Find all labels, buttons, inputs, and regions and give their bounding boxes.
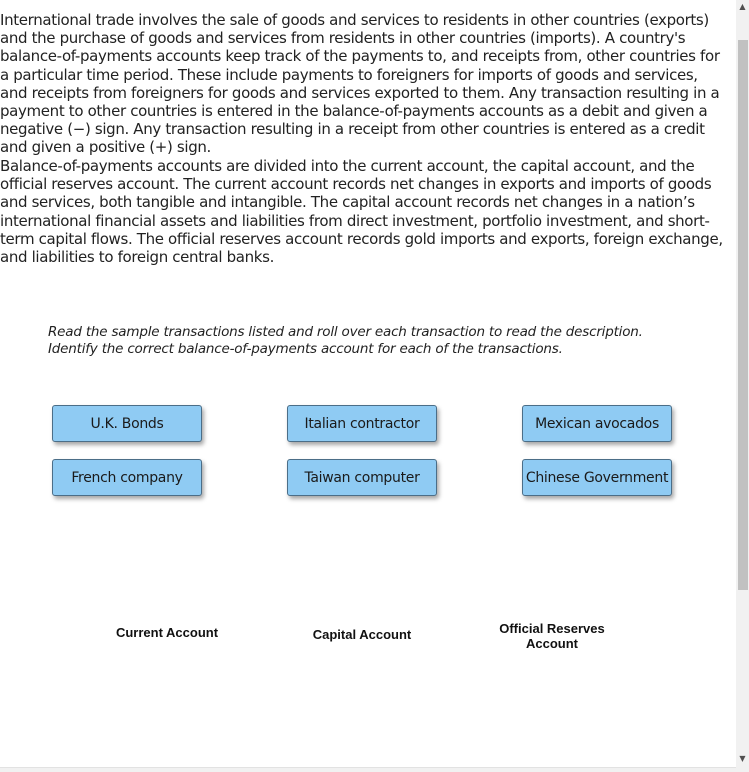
intro-paragraph-1: International trade involves the sale of goods and services to residents in other countries (exports) and the purchase of goods and services from residents in other countries (imports). A country's balance-of-payments accounts keep track of the payments to, and receipts from, other countries for a particular time period. These include payments to foreigners for imports of goods and services, and receipts from foreigners for goods and services exported to them. Any transaction resulting in a payment to other countries is entered in the balance-of-payments accounts as a debit and given a negative (−) sign. Any transaction resulting in a receipt from other countries is entered as a credit and given a positive (+) sign. [0, 11, 720, 157]
capital-account-label: Capital Account [312, 627, 412, 642]
transaction-chinese-government[interactable]: Chinese Government [522, 459, 672, 496]
official-reserves-label-line-2: Account [526, 636, 578, 651]
transaction-taiwan-computer[interactable]: Taiwan computer [287, 459, 437, 496]
transaction-french-company[interactable]: French company [52, 459, 202, 496]
current-account-label: Current Account [115, 625, 219, 640]
triangle-up-icon[interactable]: ▲ [739, 2, 746, 11]
official-reserves-label-line-1: Official Reserves [499, 621, 605, 636]
transaction-italian-contractor[interactable]: Italian contractor [287, 405, 437, 442]
horizontal-scrollbar[interactable] [0, 767, 736, 772]
transaction-mexican-avocados[interactable]: Mexican avocados [522, 405, 672, 442]
instructions [48, 324, 688, 357]
scrollbar-thumb[interactable] [738, 40, 748, 590]
instructions-line-1: Read the sample transactions listed and roll over each transaction to read the description. [48, 324, 643, 340]
official-reserves-account-label [472, 621, 632, 651]
intro-paragraph-2: Balance-of-payments accounts are divided into the current account, the capital account, and the official reserves account. The current account records net changes in exports and imports of goods and services, both tangible and intangible. The capital account records net changes in a nation’s international financial assets and liabilities from direct investment, portfolio investment, and short-term capital flows. The official reserves account records gold imports and exports, foreign exchange, and liabilities to foreign central banks. [0, 157, 723, 267]
vertical-scrollbar[interactable] [736, 0, 749, 772]
instructions-line-2: Identify the correct balance-of-payments account for each of the transactions. [48, 340, 563, 357]
transaction-uk-bonds[interactable]: U.K. Bonds [52, 405, 202, 442]
triangle-down-icon[interactable]: ▼ [739, 754, 746, 763]
